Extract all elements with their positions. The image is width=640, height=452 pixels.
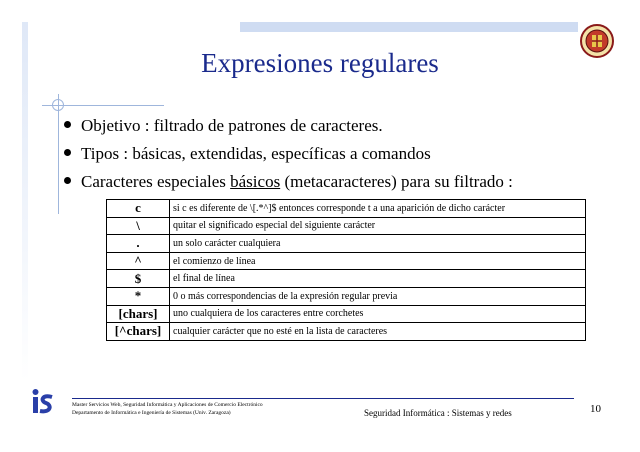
bullet-list [64,112,513,196]
description-cell: quitar el significado especial del siguiente carácter [170,217,586,235]
symbol-cell: . [107,235,170,253]
table-row [107,323,586,341]
table-row [107,235,586,253]
metacharacter-table [106,199,586,341]
description-cell: cualquier carácter que no esté en la lista de caracteres [170,323,586,341]
footer-course: Seguridad Informática : Sistemas y redes [364,408,512,418]
bullet-icon [64,149,71,156]
bullet-text: (metacaracteres) para su filtrado : [280,172,513,191]
decorative-circle [52,99,64,111]
top-accent-bar [240,22,578,32]
decorative-line [58,94,59,214]
table-row [107,287,586,305]
bullet-text: Objetivo : filtrado de patrones de caracteres. [81,116,383,135]
slide-title: Expresiones regulares [201,48,439,78]
bullet-underlined-text: básicos [230,172,281,191]
symbol-cell: c [107,200,170,218]
bullet-text: Caracteres especiales [81,172,231,191]
footer-institution [72,401,263,417]
description-cell: un solo carácter cualquiera [170,235,586,253]
table-row [107,252,586,270]
symbol-cell: * [107,287,170,305]
bullet-item [64,140,513,168]
symbol-cell: ^ [107,252,170,270]
symbol-cell: \ [107,217,170,235]
description-cell: el final de línea [170,270,586,288]
table-row [107,270,586,288]
description-cell: 0 o más correspondencias de la expresión regular previa [170,287,586,305]
footer-line2: Departamento de Informática e Ingeniería de Sistemas (Univ. Zaragoza) [72,410,231,416]
bullet-item [64,112,513,140]
bullet-icon [64,121,71,128]
bullet-icon [64,177,71,184]
bullet-item [64,168,513,196]
symbol-cell: [^chars] [107,323,170,341]
table-row [107,200,586,218]
description-cell: el comienzo de línea [170,252,586,270]
description-cell: si c es diferente de \[.*^]$ entonces corresponde t a una aparición de dicho carácter [170,200,586,218]
bullet-text: Tipos : básicas, extendidas, específicas a comandos [81,144,431,163]
symbol-cell: [chars] [107,305,170,323]
department-logo-icon [32,388,54,414]
table-row [107,305,586,323]
page-number: 10 [590,403,601,415]
footer-divider [72,398,574,399]
description-cell: uno cualquiera de los caracteres entre corchetes [170,305,586,323]
symbol-cell: $ [107,270,170,288]
table-row [107,217,586,235]
footer-line1: Master Servicios Web, Seguridad Informática y Aplicaciones de Comercio Electrónico [72,402,263,408]
